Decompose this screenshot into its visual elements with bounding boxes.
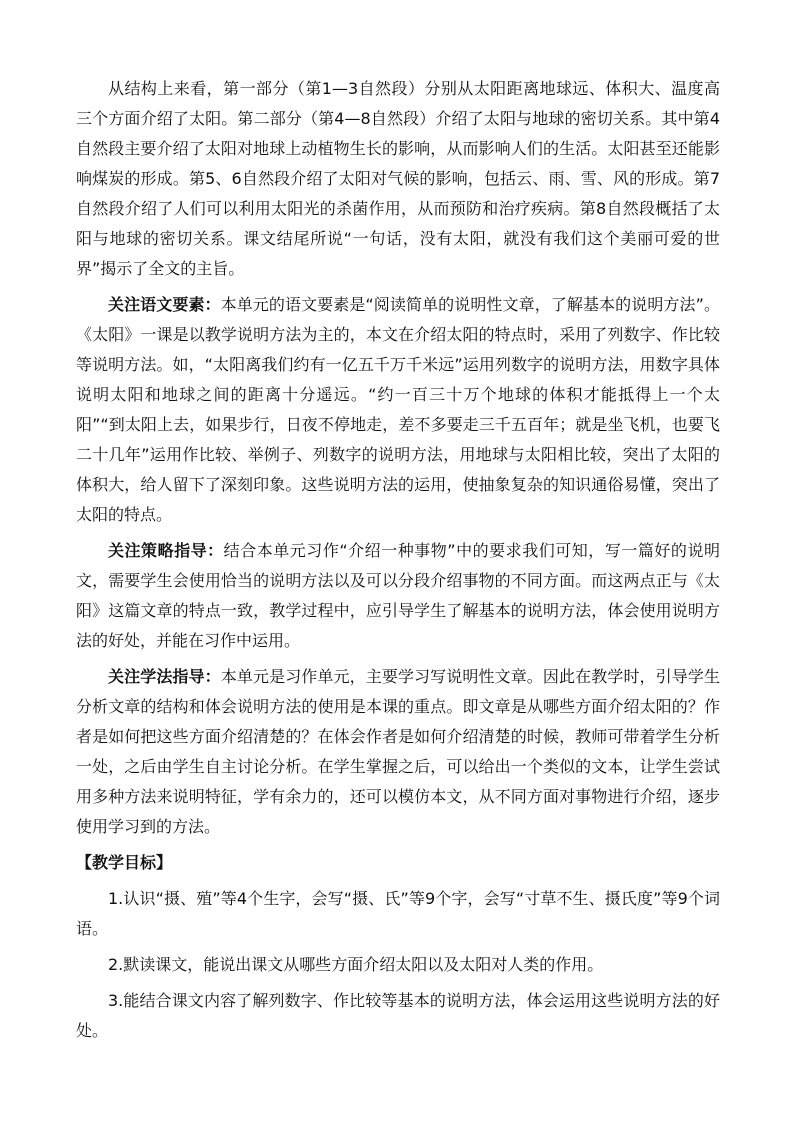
method-focus-paragraph [76, 662, 720, 842]
method-focus-text: 本单元是习作单元，主要学习写说明性文章。因此在教学时，引导学生分析文章的结构和体会说明方法的使用是本课的重点。即文章是从哪些方面介绍太阳的？作者是如何把这些方面介绍清楚的？在体会作者是如何介绍清楚的时候，教师可带着学生分析一处，之后由学生自主讨论分析。在学生掌握之后，可以给出一个类似的文本，让学生尝试用多种方法来说明特征，学有余力的，还可以模仿本文，从不同方面对事物进行介绍，逐步使用学习到的方法。 [76, 667, 720, 836]
strategy-focus-text: 结合本单元习作“介绍一种事物”中的要求我们可知，写一篇好的说明文，需要学生会使用恰当的说明方法以及可以分段介绍事物的不同方面。而这两点正与《太阳》这篇文章的特点一致，教学过程中，应引导学生了解基本的说明方法，体会使用说明方法的好处，并能在习作中运用。 [76, 541, 720, 650]
method-focus-lead: 关注学法指导： [108, 667, 221, 686]
document-page [76, 74, 720, 1052]
structure-paragraph: 从结构上来看，第一部分（第1—3自然段）分别从太阳距离地球远、体积大、温度高三个方面介绍了太阳。第二部分（第4—8自然段）介绍了太阳与地球的密切关系。其中第4自然段主要介绍了太阳对地球上动植物生长的影响，从而影响人们的生活。太阳甚至还能影响煤炭的形成。第5、6自然段介绍了太阳对气候的影响，包括云、雨、雪、风的形成。第7自然段介绍了人们可以利用太阳光的杀菌作用，从而预防和治疗疾病。第8自然段概括了太阳与地球的密切关系。课文结尾所说“一句话，没有太阳，就没有我们这个美丽可爱的世界”揭示了全文的主旨。 [76, 79, 720, 278]
objective-item-1: 1.认识“摄、殖”等4个生字，会写“摄、氏”等9个字，会写“寸草不生、摄氏度”等9个词语。 [76, 889, 720, 938]
objective-item-3: 3.能结合课文内容了解列数字、作比较等基本的说明方法，体会运用这些说明方法的好处。 [76, 991, 720, 1040]
language-focus-lead: 关注语文要素： [108, 295, 221, 314]
strategy-focus-lead: 关注策略指导： [108, 541, 224, 560]
language-focus-text: 本单元的语文要素是“阅读简单的说明性文章，了解基本的说明方法”。《太阳》一课是以教学说明方法为主的，本文在介绍太阳的特点时，采用了列数字、作比较等说明方法。如，“太阳离我们约有一亿五千万千米远”运用列数字的说明方法，用数字具体说明太阳和地球之间的距离十分遥远。“约一百三十万个地球的体积才能抵得上一个太阳”“到太阳上去，如果步行，日夜不停地走，差不多要走三千五百年；就是坐飞机，也要飞二十几年”运用作比较、举例子、列数字的说明方法，用地球与太阳相比较，突出了太阳的体积大，给人留下了深刻印象。这些说明方法的运用，使抽象复杂的知识通俗易懂，突出了太阳的特点。 [76, 295, 720, 524]
strategy-focus-paragraph [76, 536, 720, 656]
language-focus-paragraph [76, 290, 720, 530]
objectives-heading: 【教学目标】 [76, 853, 173, 872]
objective-item-2: 2.默读课文，能说出课文从哪些方面介绍太阳以及太阳对人类的作用。 [108, 955, 604, 974]
